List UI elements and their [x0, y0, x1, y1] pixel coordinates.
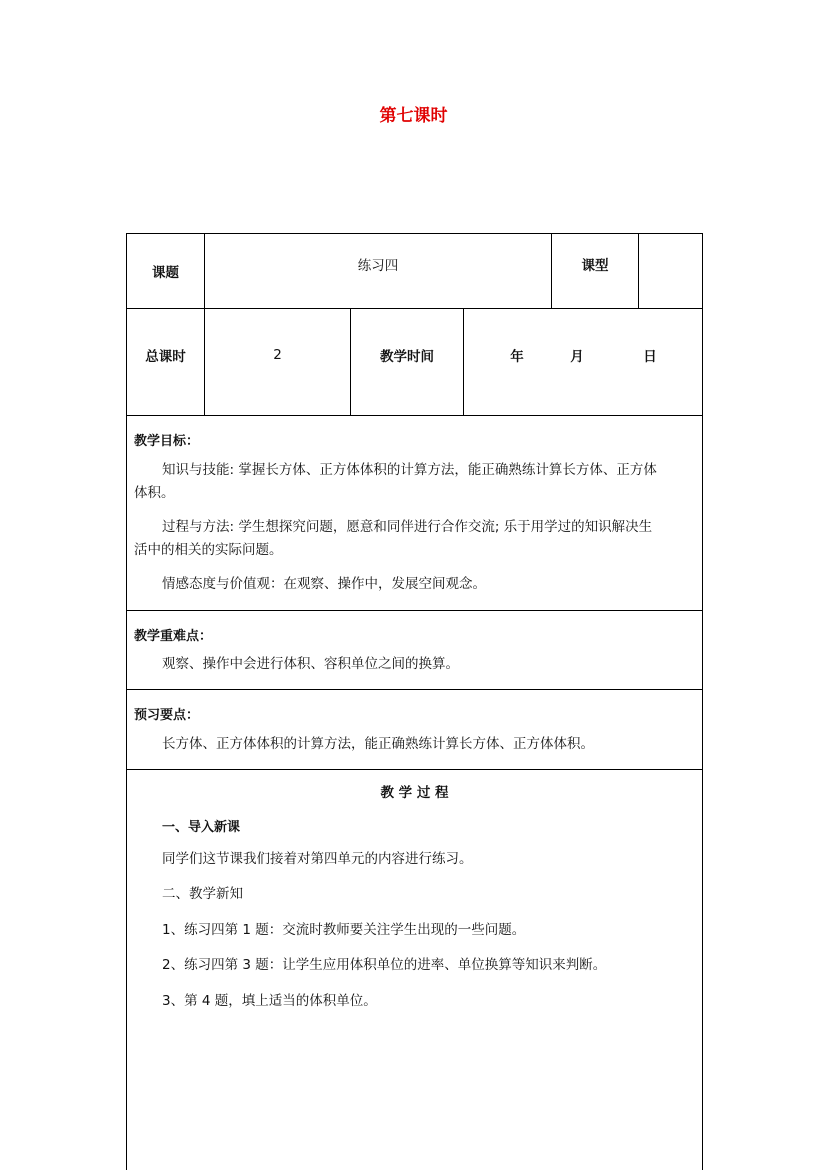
- goals-label: 教学目标：: [134, 434, 200, 449]
- key-points-label: 教学重难点：: [134, 629, 213, 644]
- date-day: 日: [643, 349, 657, 365]
- goals-attitude: 情感态度与价值观：在观察、操作中，发展空间观念。: [162, 576, 486, 592]
- date-month: 月: [570, 349, 584, 365]
- preview-label: 预习要点：: [134, 708, 200, 723]
- teach-time-label: 教学时间: [380, 349, 434, 365]
- row-divider: [126, 689, 703, 690]
- intro-heading: 一、导入新课: [162, 820, 241, 835]
- key-points-text: 观察、操作中会进行体积、容积单位之间的换算。: [162, 656, 459, 672]
- new-knowledge-heading: 二、教学新知: [162, 886, 243, 902]
- goals-process-line1: 过程与方法: 学生想探究问题，愿意和同伴进行合作交流; 乐于用学过的知识解决生: [162, 519, 653, 535]
- type-value: [639, 233, 703, 295]
- total-hours-value: 2: [273, 347, 282, 363]
- topic-label: 课题: [152, 265, 179, 281]
- process-item-3: 3、第 4 题，填上适当的体积单位。: [162, 993, 377, 1009]
- goals-knowledge-line1: 知识与技能: 掌握长方体、正方体体积的计算方法，能正确熟练计算长方体、正方体: [162, 462, 657, 478]
- process-item-1: 1、练习四第 1 题：交流时教师要关注学生出现的一些问题。: [162, 922, 526, 938]
- row-divider: [126, 769, 703, 770]
- page-title: 第七课时: [379, 106, 448, 126]
- row-divider: [126, 610, 703, 611]
- goals-process-line2: 活中的相关的实际问题。: [134, 542, 283, 558]
- process-heading: 教 学 过 程: [380, 785, 449, 801]
- process-item-2: 2、练习四第 3 题：让学生应用体积单位的进率、单位换算等知识来判断。: [162, 957, 607, 973]
- topic-value: 练习四: [357, 258, 399, 274]
- total-hours-label: 总课时: [145, 349, 186, 365]
- row-divider: [126, 415, 703, 416]
- date-year: 年: [510, 349, 524, 365]
- type-label: 课型: [581, 258, 609, 274]
- intro-text: 同学们这节课我们接着对第四单元的内容进行练习。: [162, 851, 473, 867]
- preview-text: 长方体、正方体体积的计算方法，能正确熟练计算长方体、正方体体积。: [162, 736, 594, 752]
- goals-knowledge-line2: 体积。: [134, 485, 175, 501]
- col-divider: [463, 308, 464, 416]
